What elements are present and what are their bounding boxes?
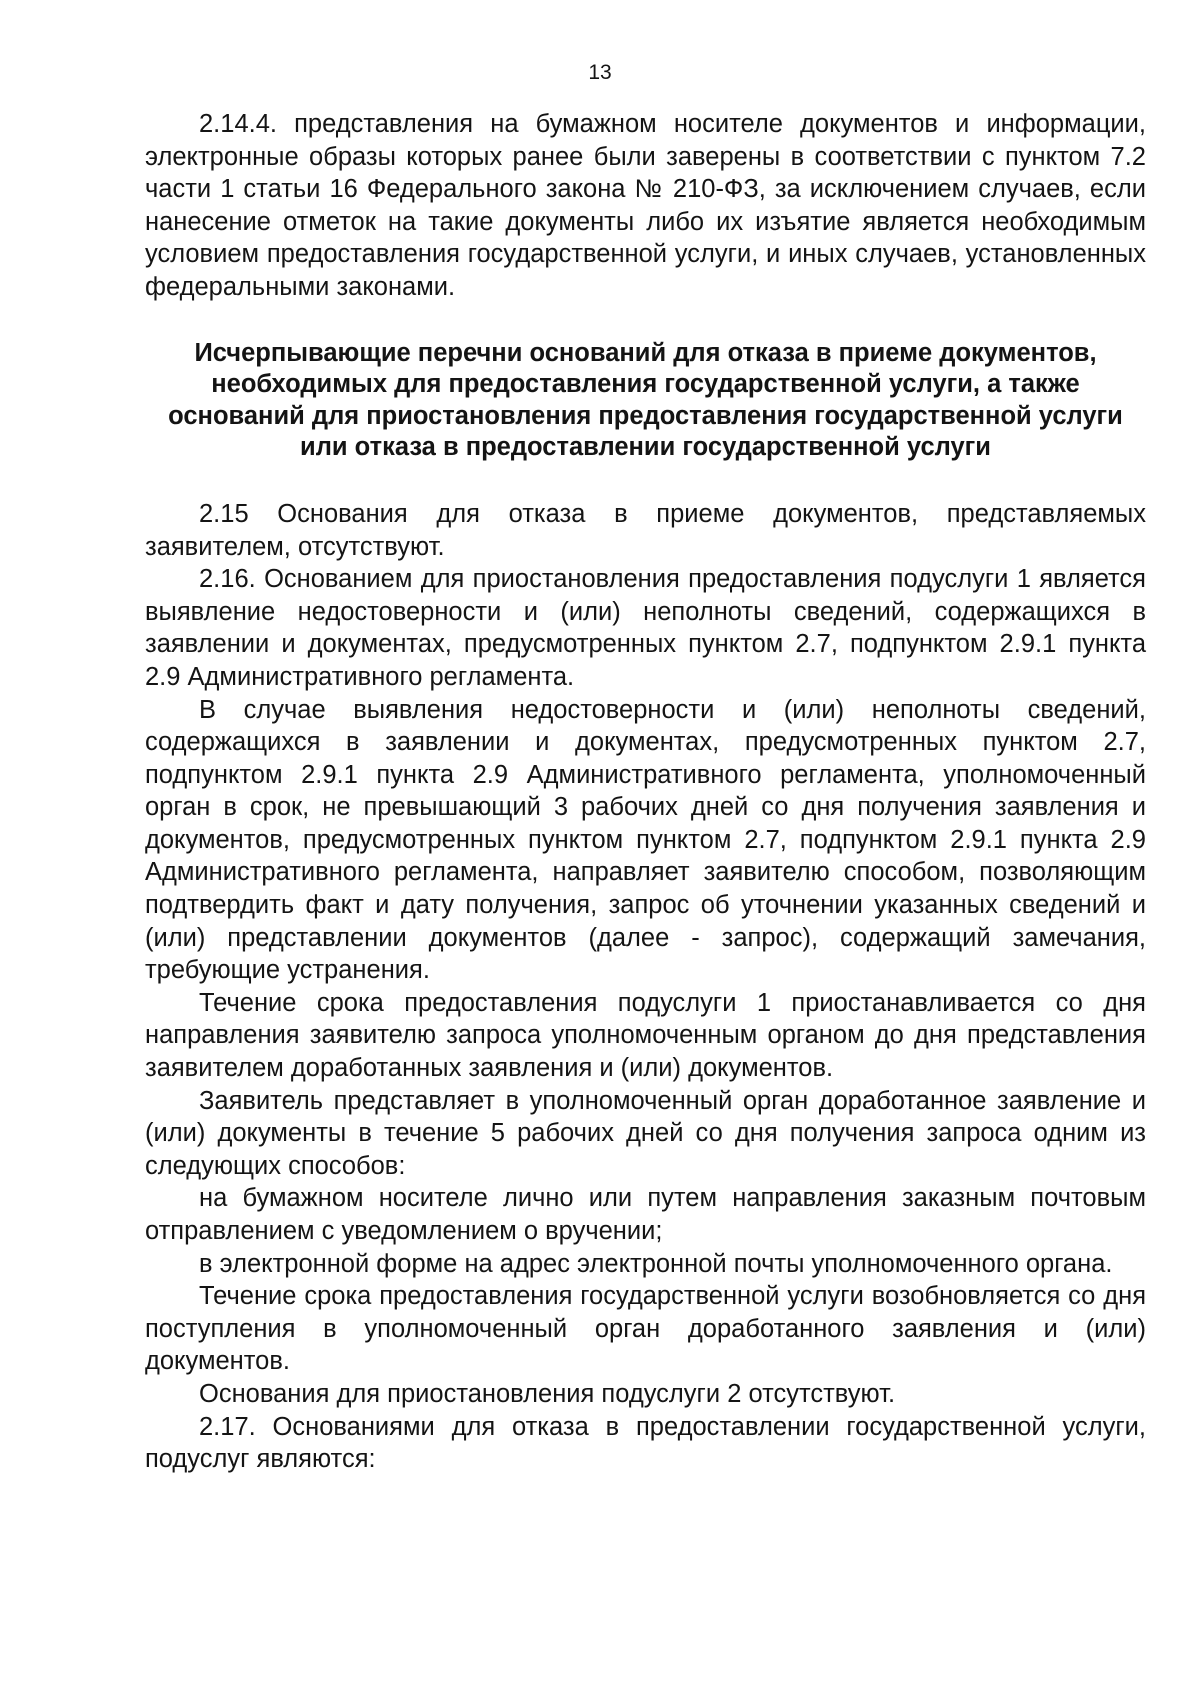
document-body (145, 108, 1146, 1476)
paragraph-subservice-2: Основания для приостановления подуслуги 2 отсутствуют. (199, 1379, 896, 1408)
page-number: 13 (588, 61, 612, 84)
paragraph-2-16: 2.16. Основанием для приостановления предоставления подуслуги 1 является выявление недостоверности и (или) неполноты сведений, содержащихся в заявлении и документах, предусмотренных пунктом 2.7, подпунктом 2.9.1 пункта 2.9 Административного регламента. (145, 565, 1146, 691)
paragraph-resume: Течение срока предоставления государственной услуги возобновляется со дня поступления в уполномоченный орган доработанного заявления и (или) документов. (145, 1282, 1146, 1376)
paragraph-applicant: Заявитель представляет в уполномоченный орган доработанное заявление и (или) документы в течение 5 рабочих дней со дня получения запроса одним из следующих способов: (145, 1086, 1146, 1180)
paragraph-email-method: в электронной форме на адрес электронной почты уполномоченного органа. (199, 1249, 1113, 1278)
paragraph-2-17: 2.17. Основаниями для отказа в предоставлении государственной услуги, подуслуг являются: (145, 1412, 1146, 1474)
paragraph-case: В случае выявления недостоверности и (или) неполноты сведений, содержащихся в заявлении и документах, предусмотренных пунктом 2.7, подпунктом 2.9.1 пункта 2.9 Административного регламента, уполномоченный орган в срок, не превышающий 3 рабочих дней со дня получения заявления и документов, предусмотренных пунктом пунктом 2.7, подпунктом 2.9.1 пункта 2.9 Административного регламента, направляет заявителю способом, позволяющим подтвердить факт и дату получения, запрос об уточнении указанных сведений и (или) представлении документов (далее - запрос), содержащий замечания, требующие устранения. (145, 695, 1146, 985)
paragraph-2-15: 2.15 Основания для отказа в приеме документов, представляемых заявителем, отсутствуют. (145, 499, 1146, 561)
paragraph-paper-method: на бумажном носителе лично или путем направления заказным почтовым отправлением с уведомлением о вручении; (145, 1184, 1146, 1245)
paragraph-suspend: Течение срока предоставления подуслуги 1 приостанавливается со дня направления заявителю запроса уполномоченным органом до дня представления заявителем доработанных заявления и (или) документов. (145, 988, 1146, 1083)
paragraph-2-14-4: 2.14.4. представления на бумажном носителе документов и информации, электронные образы которых ранее были заверены в соответствии с пунктом 7.2 части 1 статьи 16 Федерального закона № 210-ФЗ, за исключением случаев, если нанесение отметок на такие документы либо их изъятие является необходимым условием предоставления государственной услуги, и иных случаев, установленных федеральными законами. (145, 110, 1146, 301)
section-heading: Исчерпывающие перечни оснований для отказа в приеме документов, необходимых для предоставления государственной услуги, а также оснований для приостановления предоставления государственной услуги или отказа в предоставлении государственной услуги (168, 338, 1123, 462)
